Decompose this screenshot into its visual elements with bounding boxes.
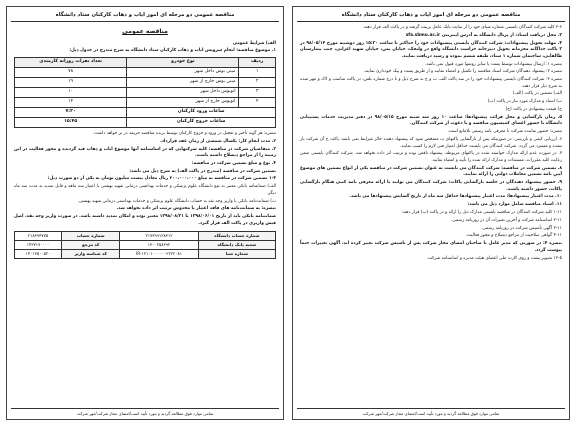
document-page-right (292, 6, 570, 420)
page-header: مناقصه عمومی دو مرحله ای امور ایاب و ذهاب کارکنان ستاد دانشگاه (297, 10, 565, 22)
cell-label: شماره حساب (62, 232, 120, 241)
paragraph: تبصره: به ضمانت‌نامه های فاقد اعتبار یا مخدوش ترتیب اثر داده نخواهد شد. (116, 206, 276, 212)
paragraph: ۲. مدت انجام کار: یکسال شمسی از زمان عقد قرارداد. (160, 138, 276, 144)
paragraph: تبصره ۴: در صورتی که مدیر عامل یا صاحبان امضای مجاز شرکت پس از تاسیس شرکت تغییر کرده اند، آگهی تغییرات حتماً پیوست گردد. (300, 241, 562, 253)
paragraph: تبصره ۳: شرکت کنندگان بایستی پیشنهادات خود را در سه پاکت الف، ب و ج به شرح ذیل و با درج شماره تلفن، در پاکت مناسب و لاک و مهر شده به شرح ذیل قرار دهند. (300, 77, 562, 89)
page-title: مناقصه عمومی (122, 28, 168, 35)
summary-value: ۷:۳۰ (15, 107, 127, 117)
summary-label: ساعات خروج کارکنان (127, 117, 276, 127)
table-row (15, 77, 276, 87)
cell-label: کد شناسه واریز (62, 250, 120, 259)
section-heading: الف) شرایط عمومی (232, 40, 276, 46)
table-row (15, 87, 276, 97)
cell-label: شماره حساب دانشگاه (198, 232, 275, 241)
paragraph: ج) قیمت پیشنهادی در پاکت (ج) (505, 107, 562, 113)
table-cell: مینی بوس داخل شهر (127, 67, 239, 77)
paragraph: ۴. نوع و مبلغ تضمین شرکت در مناقصه: (191, 160, 276, 166)
table-cell: ۷۸ (15, 67, 127, 77)
column-header: تعداد نفرات روزانه کارمندی (15, 57, 127, 67)
cell-value: ۱۴۳۷۱۷۰۰۰۰ (15, 241, 62, 250)
table-cell: اتوبوس خارج از شهر (127, 97, 239, 107)
vehicle-table (14, 57, 276, 128)
paragraph: ۶. ارزیابی کیفی و بازرسی: در صورتیکه پس از بازگشایی پاکتهای ب مشخص شود که پیشنهاد دهنده حائز شرایط نمی باشد، پاکت ج آن شرکت باز نشده و مسترد می گردد. شرکت کنندگان می بایست حداقل امتیاز فنی لازم را کسب نمایند. (300, 136, 562, 149)
cell-label: شعبه بانک دانشگاه (198, 241, 275, 250)
paragraph: الف) تضمین در پاکت (الف) (512, 91, 562, 97)
paragraph: ۹. حضور پیشنهاد دهندگان در جلسه بازگشایی پاکات: شرکت کنندگان می توانند با ارائه معرفی نامه کتبی هنگام بازگشایی پاکات، حضور داشته باشند. (300, 180, 562, 192)
summary-label: ساعات ورود کارکنان (127, 107, 276, 117)
paragraph: ۱-۴ تضمین شرکت در مناقصه به مبلغ ۲۰۰،۰۰۰،۰۰۰ ریال معادل بیست میلیون تومان به یکی از دو صورت ذیل: (47, 176, 276, 182)
page-footer: تمامی موارد فوق مطالعه گردید و مورد تأیید است/امضای مجاز شرکت/مهر شرکت (297, 408, 565, 416)
paragraph: ۳. محل دریافت اسناد: از پرتال دانشگاه به آدرس اینترنتی sfa.sbmu.ac.ir (405, 32, 562, 38)
paragraph: ضمانتنامه بانکی باید از تاریخ ۱۳۹۸/۰۶/۰۱ تا ۱۳۹۸/۰۸/۳۱ معتبر بوده و امکان تمدید داشته باشد. در صورت واریز وجه نقد، اصل فیش واریزی در پاکت الف قرار گیرد. (14, 214, 277, 226)
paragraph: ب) اسناد و مدارک مورد نیاز در پاکت (ب) (487, 99, 562, 105)
summary-row (15, 117, 276, 127)
page-footer: تمامی موارد فوق مطالعه گردید و مورد تأیید است/امضای مجاز شرکت/مهر شرکت (11, 408, 279, 416)
table-cell: ۱ (239, 67, 276, 77)
paragraph: تبصره ۲: پیشنهاد دهندگان شرکت اسناد مناقصه را تکمیل و امضاء نمایند و از طریق پست و پیک خودداری نمایند. (363, 69, 562, 75)
paragraph: تبصره ۱: ارسال پیشنهادات توسط پست یا سایر روشها مورد قبول نمی باشد. (425, 61, 562, 67)
table-cell: ۲ (239, 77, 276, 87)
subject-paragraph: ۱. موضوع مناقصه: انجام سرویس ایاب و ذهاب کارکنان ستاد دانشگاه به شرح مندرج در جدول ذیل: (69, 48, 276, 54)
paragraph: ۲-۱۱ اساسنامه شرکت و آخرین تغییرات آن در روزنامه رسمی. (451, 217, 562, 223)
paragraph: ۳-۱۱ آگهی تأسیس شرکت در روزنامه رسمی. (480, 225, 562, 231)
paragraph: ۷. در صورت عدم ارائه مدارک خواسته شده در پاکتهای مربوطه، پیشنهاد ناقص بوده و ترتیب اثر داده نخواهد شد. شرکت کنندگان بایستی ضمن رعایت کلیه مقررات، مستندات و مدارک ارائه شده را تأیید و امضاء نمایند. (300, 151, 562, 163)
paragraph: ۱۲-۵ تصویر پشت و روی کارت ملی اعضای هیئت مدیره و اساسنامه شرکت. (426, 255, 562, 261)
cell-label: شماره شبا (198, 250, 275, 259)
paragraph: ۸. تضمین شرکت در مناقصه: شرکت کنندگان می بایست به عنوان تضمین شرکت در مناقصه یکی از انواع تضمین های موضوع آیین نامه تضمین معاملات دولتی را ارائه نمایند. (300, 165, 562, 178)
cell-value: ۱۳۰۰۲۵۸۳۹۲ (120, 241, 198, 250)
table-cell: ۱۹ (15, 77, 127, 87)
paragraph: ۴. مهلت تحویل پیشنهادات: شرکت کنندگان بایستی پیشنهادات خود را حداکثر تا ساعت ۱۵:۳۰ روز دوشنبه مورخ ۹۸/۰۵/۱۴ در ۳ پاکت جداگانه محرمانه تحویل دبیرخانه حراست دانشگاه واقع در ولنجک، خیابان یمن، خیابان شهید اعرابی، جنب بیمارستان طالقانی، ساختمان شماره ۱ ستاد، طبقه ششم نموده و رسید دریافت نمایند. (300, 40, 562, 59)
cell-value: ۲۱۸۳۹۴۷۷۵ (15, 232, 62, 241)
paragraph: ۱-۱۱ کلیه شرکت کنندگان در مناقصه بایستی مدارک ذیل را ارائه و در پاکت (ب) قرار دهند: (401, 210, 562, 216)
paragraph: ۱۱. اسناد مناقصه شامل موارد ذیل می باشد: (467, 202, 562, 208)
paragraph: ۴-۱۱ گواهی صلاحیت از مراجع ذیصلاح و مجوز فعالیت. (465, 233, 562, 239)
table-row (15, 241, 276, 250)
summary-value: ۱۵:۴۵ (15, 117, 127, 127)
page-body (293, 22, 569, 266)
column-header: ردیف (239, 57, 276, 67)
table-cell: ۴ (239, 97, 276, 107)
paragraph: ۵. زمان بازگشایی و محل قرائت پیشنهادها: ساعت ۱۰ روز سه شنبه مورخ ۹۸/۰۵/۱۵ در دفتر مدیریت خدمات پشتیبانی دانشگاه با حضور اعضای کمیسیون مناقصه و با دعوت از شرکت کنندگان. (300, 114, 562, 127)
paragraph: الف) ضمانتنامه بانکی معتبر به نفع دانشگاه علوم پزشکی و خدمات بهداشتی درمانی شهید بهشتی با اعتبار سه ماهه و قابل تمدید به مدت سه ماه دیگر. (14, 184, 276, 196)
table-cell: ۳ (239, 87, 276, 97)
paragraph: تبصره: هر گونه تأخیر و تعجیل در ورود و خروج کارکنان توسط برنده مناقصه جریمه در بر خواهد داشت. (93, 130, 276, 136)
paragraph: ۲-۶ کلیه شرکت کنندگان بایستی شماره شبای خود را از سایت بانک عامل پرینت گرفته و در پاکت الف قرار دهند. (362, 25, 562, 30)
cell-value: ۲۱۷۳۹۹۱۲۸۳۱۲ (120, 232, 198, 241)
table-row (15, 250, 276, 259)
table-cell: اتوبوس داخل شهر (127, 87, 239, 97)
paragraph: ۳. متقاضیان شرکت در مناقصه: کلیه شرکتهایی که در اساسنامه آنها موضوع ایاب و ذهاب قید گردیده و مجوز فعالیت در این زمینه را از مراجع ذیصلاح داشته باشند. (14, 146, 276, 159)
table-row (15, 232, 276, 241)
table-cell: ۱۴ (15, 97, 127, 107)
page-header: مناقصه عمومی دو مرحله ای امور ایاب و ذهاب کارکنان ستاد دانشگاه (11, 10, 279, 22)
paragraph: تبصره: حضور نماینده شرکت با معرفی نامه رسمی بلامانع است. (447, 129, 562, 135)
paragraph: تضمین شرکت در مناقصه (مندرج در پاکت الف) به شرح ذیل می باشد: (129, 168, 276, 174)
summary-row (15, 107, 276, 117)
table-cell: مینی بوس خارج از شهر (127, 77, 239, 87)
paragraph: ب) ضمانت‌نامه بانکی یا واریز وجه نقد به حساب دانشگاه علوم پزشکی و خدمات بهداشتی درمانی شهید بهشتی. (77, 198, 276, 204)
table-cell: ۱۰ (15, 87, 127, 97)
bank-info-table (14, 231, 276, 259)
table-row (15, 67, 276, 77)
document-page-left (6, 6, 284, 420)
page-body (7, 22, 283, 262)
cell-value: IR-۱۲۱۰۱۰۰۰۰۰۰۲۲۲۲۰۸۱ (120, 250, 198, 259)
table-header-row (15, 57, 276, 67)
table-row (15, 97, 276, 107)
cell-label: کد مرجع (62, 241, 120, 250)
paragraph: ۱۰. مدت اعتبار پیشنهادها: مدت اعتبار پیشنهادها حداقل سه ماه از تاریخ گشایش پیشنهادها می باشد. (349, 194, 562, 200)
column-header: نوع خودرو (127, 57, 239, 67)
cell-value: ۱۴۰۱۳۵۰۰۵۲۰ (15, 250, 62, 259)
